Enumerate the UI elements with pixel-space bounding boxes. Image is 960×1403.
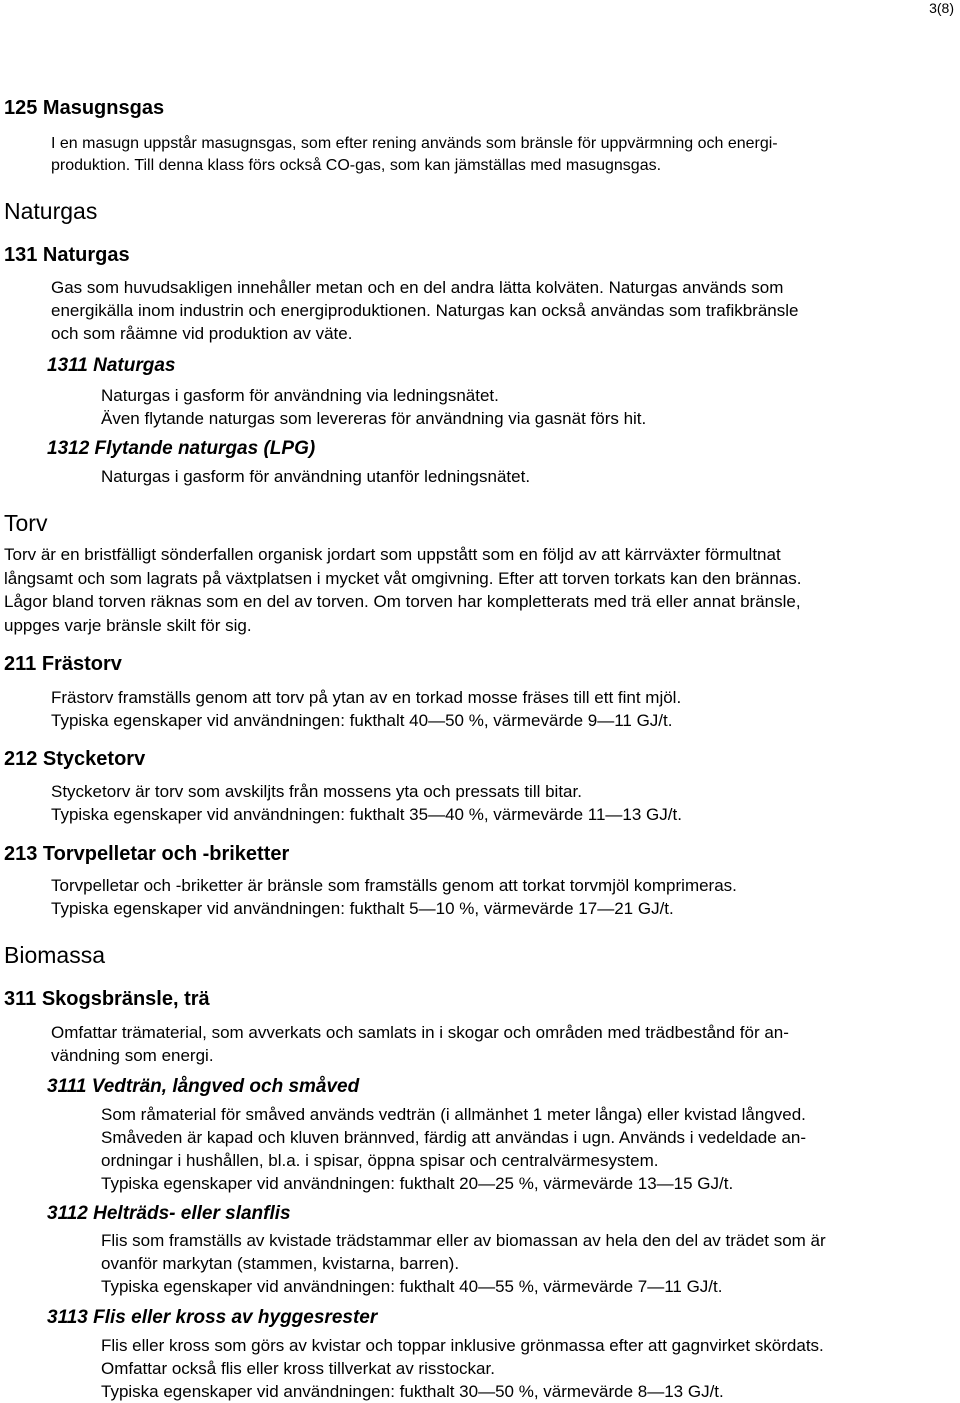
major-heading-biomassa: Biomassa (4, 942, 105, 968)
text-line: Naturgas i gasform för användning via ledningsnätet. (101, 386, 499, 405)
text-line: Torvpelletar och -briketter är bränsle som framställs genom att torkat torvmjöl komprimeras. (51, 876, 737, 895)
text-line: Småveden är kapad och kluven brännved, färdig att användas i ugn. Används i vedeldade an- (101, 1128, 807, 1147)
section-heading-212: 212 Stycketorv (4, 748, 146, 770)
section-131-text (51, 276, 798, 345)
text-line: Typiska egenskaper vid användningen: fukthalt 35—40 %, värmevärde 11—13 GJ/t. (51, 805, 682, 824)
text-line: Typiska egenskaper vid användningen: fukthalt 20—25 %, värmevärde 13—15 GJ/t. (101, 1174, 734, 1193)
torv-intro-text (4, 543, 802, 637)
section-212-text (51, 780, 682, 826)
subsection-1311-text (101, 384, 646, 430)
subsection-heading-1311: 1311 Naturgas (47, 355, 176, 376)
section-heading-213: 213 Torvpelletar och -briketter (4, 843, 290, 865)
text-line: Typiska egenskaper vid användningen: fukthalt 40—50 %, värmevärde 9—11 GJ/t. (51, 711, 673, 730)
subsection-1312-text (101, 465, 530, 488)
subsection-3113-text (101, 1334, 824, 1403)
text-line: långsamt och som lagrats på växtplatsen i mycket våt omgivning. Efter att torven torkats kan den brännas. (4, 568, 802, 588)
text-line: energikälla inom industrin och energiproduktionen. Naturgas kan också användas som trafikbränsle (51, 301, 799, 320)
subsection-3111-text (101, 1103, 806, 1195)
text-line: Gas som huvudsakligen innehåller metan och en del andra lätta kolväten. Naturgas används som (51, 278, 784, 297)
text-line: Naturgas i gasform för användning utanför ledningsnätet. (101, 467, 531, 486)
text-line: Typiska egenskaper vid användningen: fukthalt 30—50 %, värmevärde 8—13 GJ/t. (101, 1382, 724, 1401)
text-line: ovanför markytan (stammen, kvistarna, barren). (101, 1254, 460, 1273)
text-line: Flis som framställs av kvistade trädstammar eller av biomassan av hela den del av trädet som är (101, 1231, 826, 1250)
section-125-text (51, 133, 778, 177)
subsection-heading-3111: 3111 Vedträn, långved och småved (47, 1076, 360, 1097)
text-line: Stycketorv är torv som avskiljts från mossens yta och pressats till bitar. (51, 782, 582, 801)
subsection-heading-1312: 1312 Flytande naturgas (LPG) (47, 438, 316, 459)
text-line: Typiska egenskaper vid användningen: fukthalt 40—55 %, värmevärde 7—11 GJ/t. (101, 1277, 723, 1296)
text-line: Frästorv framställs genom att torv på ytan av en torkad mosse fräses till ett fint mjöl. (51, 688, 682, 707)
text-line: och som råämne vid produktion av väte. (51, 324, 353, 343)
section-heading-125: 125 Masugnsgas (4, 97, 165, 119)
section-211-text (51, 686, 681, 732)
text-line: Omfattar också flis eller kross tillverkat av risstockar. (101, 1359, 495, 1378)
text-line: I en masugn uppstår masugnsgas, som efter rening används som bränsle för uppvärmning och energi- (51, 135, 778, 152)
subsection-heading-3112: 3112 Helträds- eller slanflis (47, 1203, 291, 1224)
major-heading-torv: Torv (4, 510, 48, 536)
subsection-3112-text (101, 1229, 826, 1298)
text-line: Typiska egenskaper vid användningen: fukthalt 5—10 %, värmevärde 17—21 GJ/t. (51, 899, 674, 918)
page-number: 3(8) (929, 0, 954, 16)
text-line: Omfattar trämaterial, som avverkats och samlats in i skogar och områden med trädbestånd för an- (51, 1023, 789, 1042)
major-heading-naturgas: Naturgas (4, 198, 98, 224)
text-line: vändning som energi. (51, 1046, 214, 1065)
subsection-heading-3113: 3113 Flis eller kross av hyggesrester (47, 1307, 378, 1328)
text-line: Som råmaterial för småved används vedträn (i allmänhet 1 meter långa) eller kvistad långved. (101, 1105, 806, 1124)
section-311-text (51, 1021, 789, 1067)
text-line: uppges varje bränsle skilt för sig. (4, 615, 252, 635)
text-line: Flis eller kross som görs av kvistar och toppar inklusive grönmassa efter att gagnvirket skördats. (101, 1336, 824, 1355)
text-line: ordningar i hushållen, bl.a. i spisar, öppna spisar och centralvärmesystem. (101, 1151, 659, 1170)
text-line: produktion. Till denna klass förs också CO-gas, som kan jämställas med masugnsgas. (51, 157, 662, 174)
section-213-text (51, 874, 737, 920)
section-heading-131: 131 Naturgas (4, 244, 130, 266)
text-line: Lågor bland torven räknas som en del av torven. Om torven har kompletterats med trä eller annat bränsle, (4, 592, 801, 611)
section-heading-311: 311 Skogsbränsle, trä (4, 988, 210, 1010)
text-line: Även flytande naturgas som levereras för användning via gasnät förs hit. (101, 409, 647, 428)
section-heading-211: 211 Frästorv (4, 653, 122, 675)
text-line: Torv är en bristfälligt sönderfallen organisk jordart som uppstått som en följd av att kärrväxter förmultnat (4, 545, 781, 564)
